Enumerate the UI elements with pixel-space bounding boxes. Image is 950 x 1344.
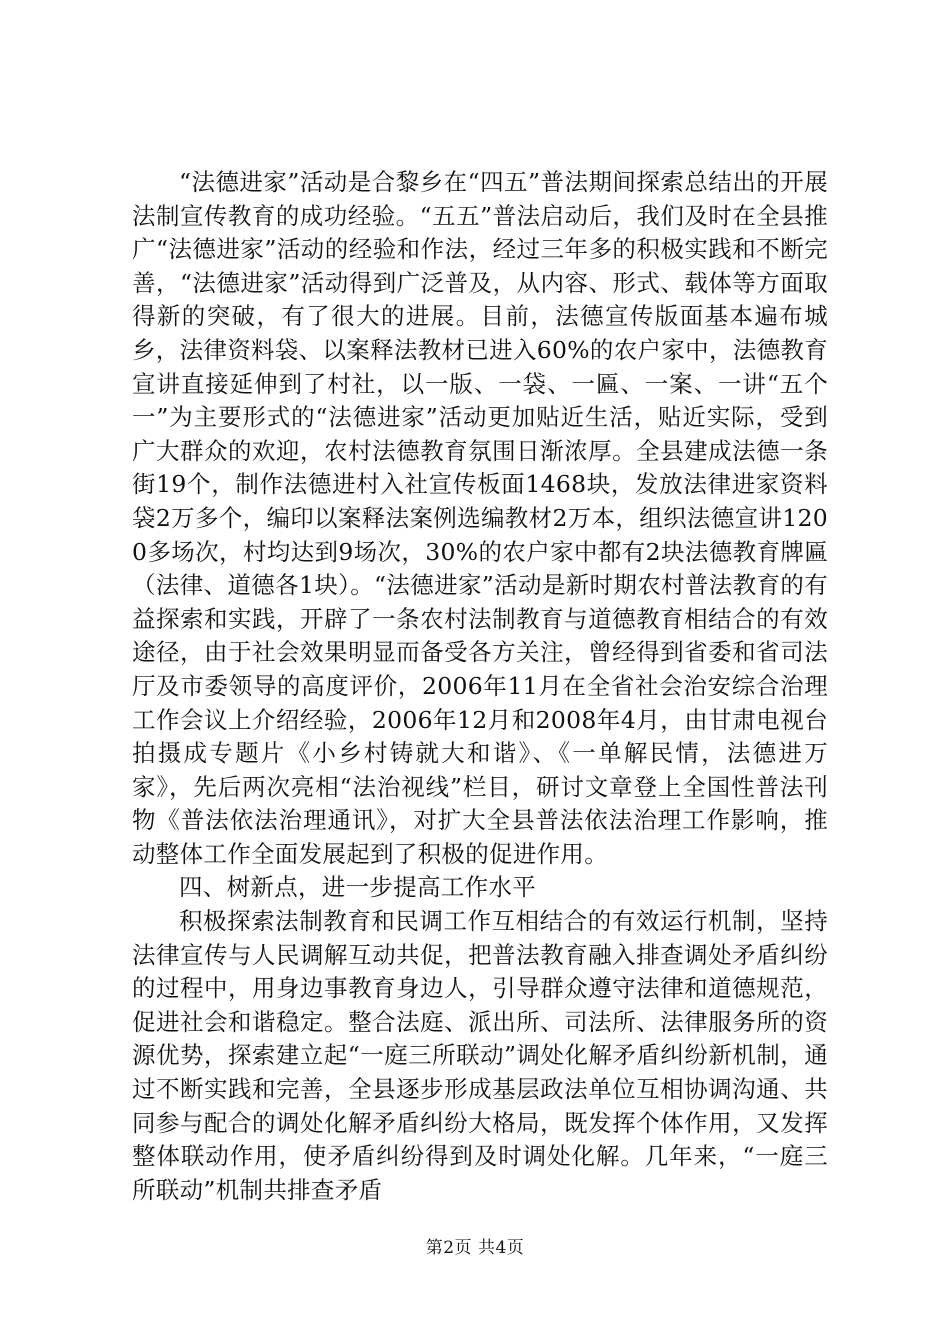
body-paragraph-2: 积极探索法制教育和民调工作互相结合的有效运行机制，坚持法律宣传与人民调解互动共促，把普法教育融入排查调处矛盾纠纷的过程中，用身边事教育身边人，引导群众遵守法律和道德规范，促进社会和谐稳定。整合法庭、派出所、司法所、法律服务所的资源优势，探索建立起“一庭三所联动”调处化解矛盾纠纷新机制，通过不断实践和完善，全县逐步形成基层政法单位互相协调沟通、共同参与配合的调处化解矛盾纠纷大格局，既发挥个体作用，又发挥整体联动作用，使矛盾纠纷得到及时调处化解。几年来，“一庭三所联动”机制共排查矛盾: [132, 907, 828, 1204]
document-body: [132, 166, 828, 1207]
section-heading-4: 四、树新点，进一步提高工作水平: [179, 873, 536, 902]
page-number-footer: 第2页 共4页: [425, 1238, 525, 1258]
body-paragraph-1: “法德进家”活动是合黎乡在“四五”普法期间探索总结出的开展法制宣传教育的成功经验。“五五”普法启动后，我们及时在全县推广“法德进家”活动的经验和作法，经过三年多的积极实践和不断完善，“法德进家”活动得到广泛普及，从内容、形式、载体等方面取得新的突破，有了很大的进展。目前，法德宣传版面基本遍布城乡，法律资料袋、以案释法教材已进入60%的农户家中，法德教育宣讲直接延伸到了村社，以一版、一袋、一匾、一案、一讲“五个一”为主要形式的“法德进家”活动更加贴近生活，贴近实际，受到广大群众的欢迎，农村法德教育氛围日渐浓厚。全县建成法德一条街19个，制作法德进村入社宣传板面1468块，发放法律进家资料袋2万多个，编印以案释法案例选编教材2万本，组织法德宣讲1200多场次，村均达到9场次，30%的农户家中都有2块法德教育牌匾（法律、道德各1块）。“法德进家”活动是新时期农村普法教育的有益探索和实践，开辟了一条农村法制教育与道德教育相结合的有效途径，由于社会效果明显而备受各方关注，曾经得到省委和省司法厅及市委领导的高度评价，2006年11月在全省社会治安综合治理工作会议上介绍经验，2006年12月和2008年4月，由甘肃电视台拍摄成专题片《小乡村铸就大和谐》、《一单解民情，法德进万家》，先后两次亮相“法治视线”栏目，研讨文章登上全国性普法刊物《普法依法治理通讯》，对扩大全县普法依法治理工作影响，推动整体工作全面发展起到了积极的促进作用。: [132, 168, 828, 868]
